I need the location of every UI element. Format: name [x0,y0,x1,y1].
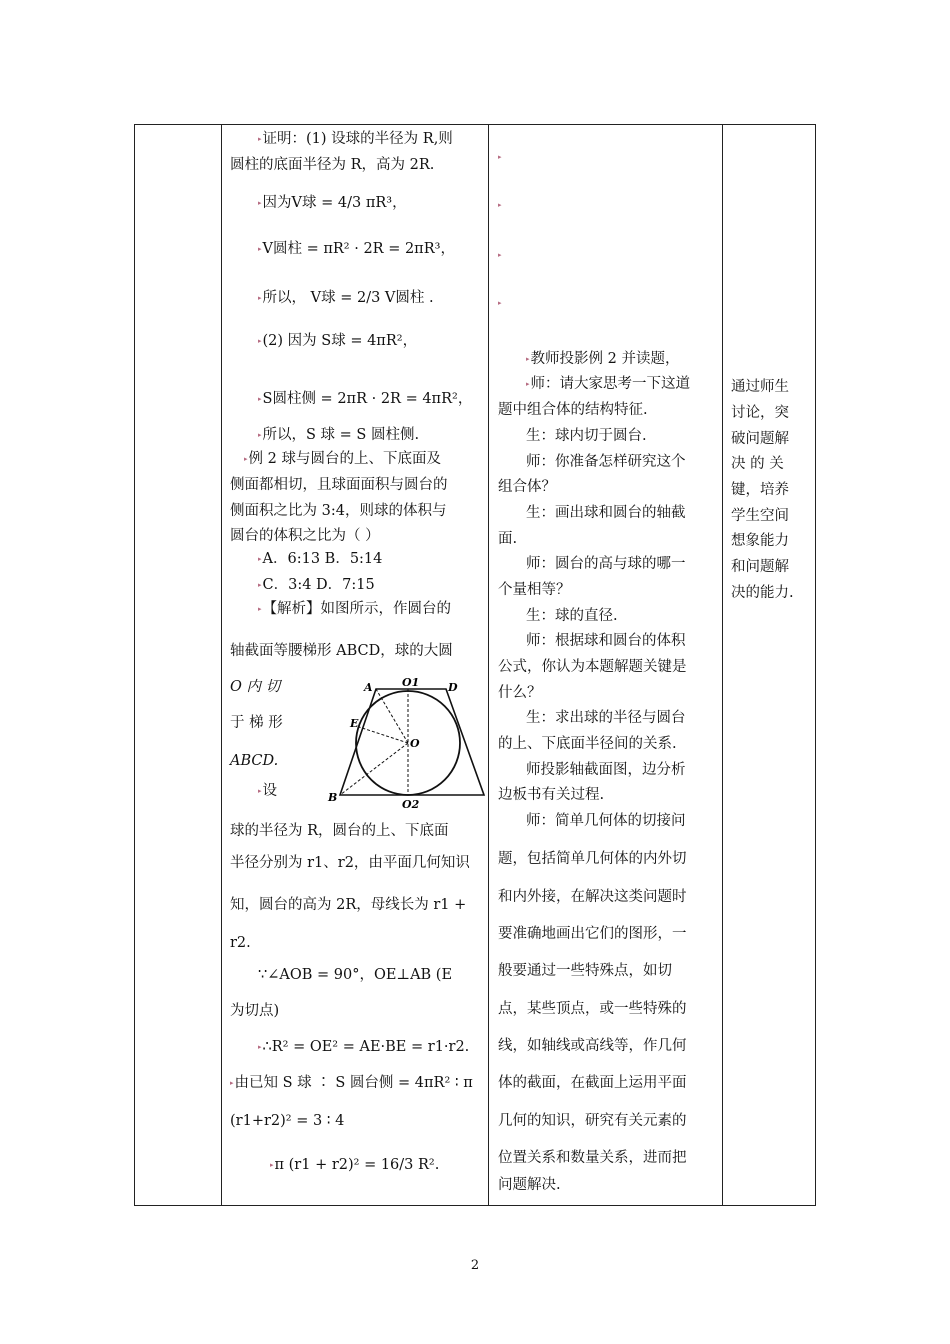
analysis-line-2: 轴截面等腰梯形 ABCD，球的大圆 [230,643,453,659]
label-e: E [350,717,359,730]
ratio-line: (r1+r2)² = 3 ∶ 4 [230,1113,345,1129]
dialogue-line: 题，包括简单几何体的内外切 [498,851,687,867]
label-d: D [448,681,458,694]
label-o1: O1 [402,677,420,689]
label-a: A [364,681,373,694]
dialogue-line: 题中组合体的结构特征. [498,402,648,418]
example-2-line-1: 例 2 球与圆台的上、下底面及 [248,451,441,467]
dialogue-line: 体的截面，在截面上运用平面 [498,1075,687,1091]
so-s-equal: 所以，S 球 = S 圆柱侧. [262,427,420,443]
dialogue-line: 线，如轴线或高线等，作几何 [498,1038,687,1054]
dialogue-line: 的上、下底面半径间的关系. [498,736,677,752]
dialogue-line: 般要通过一些特殊点，如切 [498,963,672,979]
dialogue-column: ▸ ▸ ▸ ▸ ▸教师投影例 2 并读题， ▸师：请大家思考一下这道 题中组合体的结构特征. 生：球内切于圆台. 师：你准备怎样研究这个 组合体？ 生：画出球和圆台的轴截 面. 师：圆台的高与球的哪一 个量相等？ 生：球的直径. 师：根据球和圆台的体积 公式，你认为本题解题关键是 什么？ 生：求出球的半径与圆台 的上、下底面半径间的关系. 师投影轴截面图，边分析 边板书有关过程. 师：简单几何体的切接问 题，包括简单几何体的内外切 和内外接，在解决这类问题时 要准确地画出它们的图形，一 般要通过一些特殊点，如切 点，某些顶点，或一些特殊的 线，如轴线或高线等，作几何 体的截面，在截面上运用平面 几何的知识，研究有关元素的 位置关系和数量关系，进而把 问题解决. [498,153,691,1193]
dialogue-line: 什么？ [498,685,542,701]
formula-v-ratio: ▸所以， V球 = 2/3 V圆柱 . [258,290,434,306]
radius-line-2: 半径分别为 r1、r2，由平面几何知识 [230,855,470,871]
purpose-line: 和问题解 [731,559,789,575]
final-equation: π (r1 + r2)² = 16/3 R². [274,1157,440,1173]
let-line: 设 [262,783,278,799]
formula-s-cylinder: ▸S圆柱侧 = 2πR · 2R = 4πR²， [258,391,473,407]
dialogue-line: 个量相等？ [498,582,571,598]
purpose-line: 键，培养 [731,482,789,498]
purpose-line: 讨论，突 [731,405,789,421]
column-divider [722,125,723,1205]
dialogue-line: 师：请大家思考一下这道 [530,376,691,392]
radius-line-3: 知，圆台的高为 2R，母线长为 r1 + [230,897,467,913]
dialogue-line: 点，某些顶点，或一些特殊的 [498,1001,687,1017]
tangent-point-line: 为切点) [230,1003,280,1019]
angle-line: ∵∠AOB = 90°，OE⊥AB (E [258,967,453,983]
dialogue-line: 师：简单几何体的切接问 [526,813,686,829]
proof-line-2: 圆柱的底面半径为 R，高为 2R. [230,157,435,173]
purpose-line: 决 的 关 [731,456,784,472]
page-number: 2 [470,1258,480,1273]
dialogue-line: 教师投影例 2 并读题， [530,351,680,367]
purpose-line: 破问题解 [731,431,789,447]
example-2-line-3: 侧面积之比为 3:4，则球的体积与 [230,503,447,519]
dialogue-line: 几何的知识，研究有关元素的 [498,1113,687,1129]
circle-o-line: O 内 切 [230,679,281,695]
purpose-line: 决的能力. [731,585,794,601]
dialogue-line: 组合体？ [498,479,556,495]
dialogue-line: 生：球内切于圆台. [526,428,647,444]
purpose-line: 想象能力 [731,533,789,549]
known-ratio-line: 由已知 S 球 ∶ S 圆台侧 = 4πR² ∶ π [234,1075,473,1091]
radius-line-4: r2. [230,935,251,951]
dialogue-line: 生：求出球的半径与圆台 [526,710,686,726]
dialogue-line: 公式，你认为本题解题关键是 [498,659,687,675]
dialogue-line: 师：你准备怎样研究这个 [526,454,686,470]
options-cd: C．3:4 D．7:15 [262,577,375,593]
dialogue-line: 师投影轴截面图，边分析 [526,762,686,778]
dialogue-line: 边板书有关过程. [498,787,605,803]
column-divider [488,125,489,1205]
example-2-line-2: 侧面都相切，且球面面积与圆台的 [230,477,448,493]
therefore-line: ∴R² = OE² = AE·BE = r1·r2. [262,1039,470,1055]
dialogue-line: 生：画出球和圆台的轴截 [526,505,686,521]
formula-v-cylinder: ▸V圆柱 = πR² · 2R = 2πR³， [258,241,455,257]
analysis-line-1: 【解析】如图所示，作圆台的 [262,601,452,617]
dialogue-line: 位置关系和数量关系，进而把 [498,1150,687,1166]
dialogue-line: 和内外接，在解决这类问题时 [498,889,687,905]
formula-v-ball: ▸因为V球 = 4/3 πR³， [258,195,407,211]
lesson-table [134,124,816,1206]
dialogue-line: 面. [498,531,518,547]
solution-column: ▸证明：(1) 设球的半径为 R,则 圆柱的底面半径为 R，高为 2R. ▸因为V球 = 4/3 πR³， ▸V圆柱 = πR² · 2R = 2πR³， ▸所以， V球 = 2/3 V圆柱 . ▸(2) 因为 S球 = 4πR²， ▸S圆柱侧 = 2πR · 2R = 4πR²， ▸所以，S 球 = S 圆柱侧. ▸例 2 球与圆台的上、下底面及 侧面都相切，且球面面积与圆台的 侧面积之比为 3:4，则球的体积与 圆台的体积之比为（ ） ▸A．6:13 B．5:14 ▸C．3:4 D．7:15 ▸【解析】如图所示，作圆台的 轴截面等腰梯形 ABCD，球的大圆 O 内 切 于 梯 形 ABCD. ▸设 A O1 D E O B O2 球的半径为 R，圆台的上、下底面 半径分别为 r1、r2，由平面几何知识 知，圆台的高为 2R，母线长为 r1 + r2. ∵∠AOB = 90°，OE⊥AB (E 为切点) ▸∴R² = OE² = AE·BE = r1·r2. ▸由已知 S 球 ∶ S 圆台侧 = 4πR² ∶ π (r1+r2)² = 3 ∶ 4 ▸π (r1 + r2)² = 16/3 R². [230,125,485,1205]
radius-line-1: 球的半径为 R，圆台的上、下底面 [230,823,449,839]
label-o: O [410,737,420,750]
purpose-line: 通过师生 [731,379,789,395]
tangent-trapezoid-line: 于 梯 形 [230,715,283,731]
purpose-line: 学生空间 [731,508,789,524]
frustum-cross-section-figure [326,677,492,809]
proof-line-1: 证明：(1) 设球的半径为 R,则 [262,131,453,147]
options-ab: A．6:13 B．5:14 [262,551,383,567]
dialogue-line: 问题解决. [498,1177,561,1193]
example-2-line-4: 圆台的体积之比为（ ） [230,528,380,544]
abcd-line: ABCD. [230,753,279,769]
purpose-column [731,125,815,1205]
dialogue-line: 要准确地画出它们的图形，一 [498,926,687,942]
dialogue-line: 师：圆台的高与球的哪一 [526,556,686,572]
dialogue-line: 生：球的直径. [526,608,618,624]
label-b: B [328,791,338,804]
label-o2: O2 [402,798,420,809]
dialogue-line: 师：根据球和圆台的体积 [526,633,686,649]
formula-s-ball: ▸(2) 因为 S球 = 4πR²， [258,333,418,349]
column-divider [221,125,222,1205]
